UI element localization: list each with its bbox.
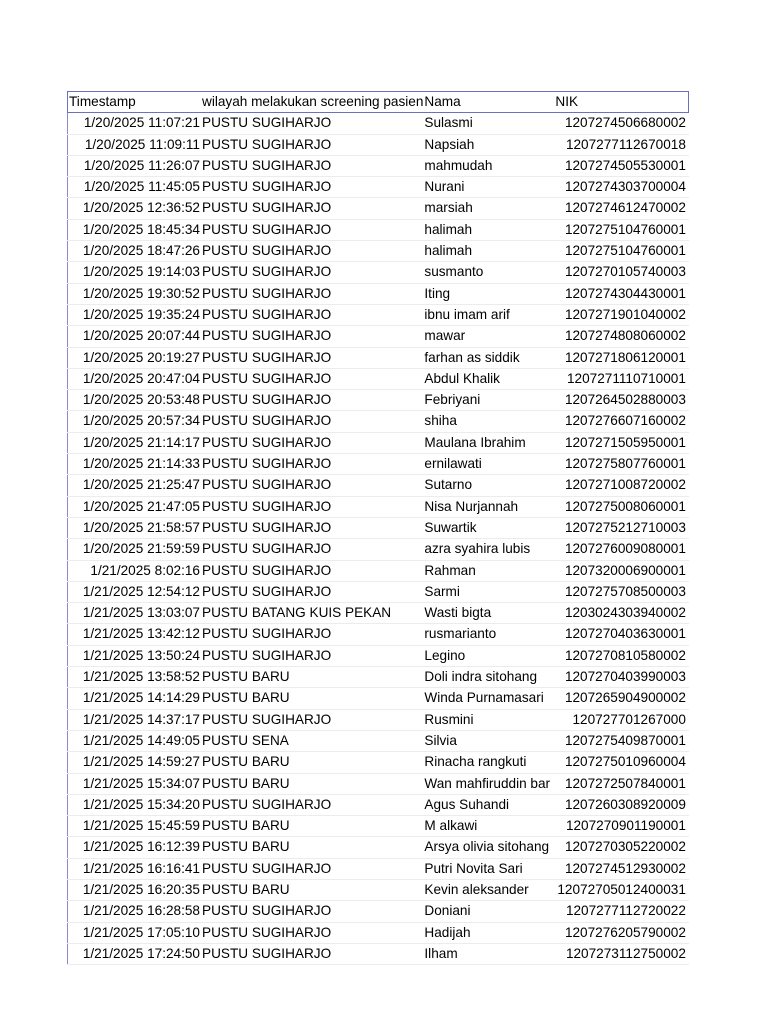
cell-timestamp[interactable]: 1/21/2025 15:45:59 [68, 816, 202, 837]
cell-nama[interactable]: Ilham [423, 943, 554, 964]
cell-timestamp[interactable]: 1/20/2025 11:09:11 [68, 134, 202, 155]
cell-nama[interactable]: Winda Purnamasari [423, 688, 554, 709]
cell-timestamp[interactable]: 1/21/2025 14:14:29 [68, 688, 202, 709]
table-row [68, 219, 689, 240]
cell-timestamp[interactable]: 1/21/2025 16:12:39 [68, 837, 202, 858]
cell-nama[interactable]: farhan as siddik [423, 347, 554, 368]
cell-nik[interactable]: 1207272507840001 [554, 773, 689, 794]
cell-nik[interactable]: 1207277112670018 [554, 134, 689, 155]
cell-nama[interactable]: ernilawati [423, 454, 554, 475]
cell-timestamp[interactable]: 1/21/2025 13:03:07 [68, 603, 202, 624]
table-row [68, 517, 689, 538]
cell-timestamp[interactable]: 1/20/2025 21:14:17 [68, 432, 202, 453]
cell-nik[interactable]: 1207270105740003 [554, 262, 689, 283]
cell-wilayah[interactable]: PUSTU SUGIHARJO [201, 496, 423, 517]
cell-timestamp[interactable]: 1/20/2025 21:25:47 [68, 475, 202, 496]
cell-nik[interactable]: 1207274808060002 [554, 326, 689, 347]
cell-nik[interactable]: 1207274512930002 [554, 858, 689, 879]
table-row [68, 432, 689, 453]
cell-wilayah[interactable]: PUSTU SUGIHARJO [201, 922, 423, 943]
table-row [68, 113, 689, 134]
cell-nik[interactable]: 1207275008060001 [554, 496, 689, 517]
cell-nik[interactable]: 1207271008720002 [554, 475, 689, 496]
cell-nik[interactable]: 1207271110710001 [554, 368, 689, 389]
cell-wilayah[interactable]: PUSTU SUGIHARJO [201, 241, 423, 262]
cell-nama[interactable]: ibnu imam arif [423, 304, 554, 325]
cell-timestamp[interactable]: 1/20/2025 21:14:33 [68, 454, 202, 475]
table-row [68, 837, 689, 858]
table-row [68, 368, 689, 389]
header-nik[interactable]: NIK [554, 92, 689, 113]
table-row [68, 901, 689, 922]
cell-nama[interactable]: Nisa Nurjannah [423, 496, 554, 517]
cell-nik[interactable]: 120727701267000 [554, 709, 689, 730]
cell-timestamp[interactable]: 1/21/2025 15:34:07 [68, 773, 202, 794]
cell-wilayah[interactable]: PUSTU SUGIHARJO [201, 454, 423, 475]
cell-wilayah[interactable]: PUSTU SUGIHARJO [201, 177, 423, 198]
cell-nama[interactable]: halimah [423, 219, 554, 240]
table-row [68, 155, 689, 176]
table-row [68, 326, 689, 347]
cell-nik[interactable]: 1207275104760001 [554, 219, 689, 240]
cell-timestamp[interactable]: 1/20/2025 21:59:59 [68, 539, 202, 560]
cell-timestamp[interactable]: 1/20/2025 18:45:34 [68, 219, 202, 240]
table-row [68, 922, 689, 943]
cell-nik[interactable]: 1207275212710003 [554, 517, 689, 538]
spreadsheet [67, 91, 689, 965]
cell-nama[interactable]: Rinacha rangkuti [423, 752, 554, 773]
header-row [68, 92, 689, 113]
cell-nik[interactable]: 1207271806120001 [554, 347, 689, 368]
cell-timestamp[interactable]: 1/20/2025 20:19:27 [68, 347, 202, 368]
cell-nik[interactable]: 1207260308920009 [554, 794, 689, 815]
cell-nama[interactable]: Rahman [423, 560, 554, 581]
cell-wilayah[interactable]: PUSTU SUGIHARJO [201, 645, 423, 666]
cell-nama[interactable]: halimah [423, 241, 554, 262]
cell-nik[interactable]: 1203024303940002 [554, 603, 689, 624]
table-row [68, 709, 689, 730]
cell-nik[interactable]: 1207264502880003 [554, 390, 689, 411]
cell-nama[interactable]: Arsya olivia sitohang [423, 837, 554, 858]
table-row [68, 752, 689, 773]
table-row [68, 475, 689, 496]
cell-nik[interactable]: 1207275409870001 [554, 730, 689, 751]
cell-nama[interactable]: Suwartik [423, 517, 554, 538]
cell-wilayah[interactable]: PUSTU SUGIHARJO [201, 517, 423, 538]
cell-timestamp[interactable]: 1/21/2025 17:05:10 [68, 922, 202, 943]
cell-nik[interactable]: 1207274505530001 [554, 155, 689, 176]
cell-timestamp[interactable]: 1/20/2025 21:47:05 [68, 496, 202, 517]
cell-wilayah[interactable]: PUSTU SUGIHARJO [201, 901, 423, 922]
table-row [68, 624, 689, 645]
table-row [68, 943, 689, 964]
table-row [68, 773, 689, 794]
table-row [68, 283, 689, 304]
cell-wilayah[interactable]: PUSTU SUGIHARJO [201, 113, 423, 134]
table-row [68, 581, 689, 602]
cell-nik[interactable]: 1207270403990003 [554, 667, 689, 688]
cell-wilayah[interactable]: PUSTU BARU [201, 752, 423, 773]
cell-nik[interactable]: 1207275708500003 [554, 581, 689, 602]
cell-wilayah[interactable]: PUSTU SUGIHARJO [201, 624, 423, 645]
cell-nama[interactable]: Sulasmi [423, 113, 554, 134]
cell-wilayah[interactable]: PUSTU SUGIHARJO [201, 475, 423, 496]
cell-wilayah[interactable]: PUSTU SUGIHARJO [201, 539, 423, 560]
cell-wilayah[interactable]: PUSTU SUGIHARJO [201, 709, 423, 730]
cell-wilayah[interactable]: PUSTU SUGIHARJO [201, 390, 423, 411]
cell-nik[interactable]: 1207276205790002 [554, 922, 689, 943]
cell-timestamp[interactable]: 1/20/2025 11:26:07 [68, 155, 202, 176]
table-row [68, 390, 689, 411]
cell-wilayah[interactable]: PUSTU SUGIHARJO [201, 304, 423, 325]
cell-wilayah[interactable]: PUSTU SUGIHARJO [201, 283, 423, 304]
cell-nik[interactable]: 12072705012400031 [554, 879, 689, 900]
cell-nama[interactable]: mawar [423, 326, 554, 347]
cell-wilayah[interactable]: PUSTU BARU [201, 773, 423, 794]
cell-timestamp[interactable]: 1/21/2025 12:54:12 [68, 581, 202, 602]
cell-timestamp[interactable]: 1/20/2025 20:57:34 [68, 411, 202, 432]
cell-nama[interactable]: Silvia [423, 730, 554, 751]
table-row [68, 603, 689, 624]
table-row [68, 688, 689, 709]
cell-timestamp[interactable]: 1/21/2025 13:50:24 [68, 645, 202, 666]
table-body [68, 92, 689, 965]
cell-wilayah[interactable]: PUSTU SUGIHARJO [201, 326, 423, 347]
table-row [68, 730, 689, 751]
cell-nik[interactable]: 1207275104760001 [554, 241, 689, 262]
cell-timestamp[interactable]: 1/20/2025 20:47:04 [68, 368, 202, 389]
cell-wilayah[interactable]: PUSTU SUGIHARJO [201, 347, 423, 368]
cell-timestamp[interactable]: 1/21/2025 8:02:16 [68, 560, 202, 581]
table-row [68, 667, 689, 688]
cell-nama[interactable]: Legino [423, 645, 554, 666]
cell-wilayah[interactable]: PUSTU BARU [201, 837, 423, 858]
cell-wilayah[interactable]: PUSTU SUGIHARJO [201, 581, 423, 602]
table-row [68, 198, 689, 219]
header-nama[interactable]: Nama [423, 92, 554, 113]
cell-timestamp[interactable]: 1/20/2025 18:47:26 [68, 241, 202, 262]
cell-nik[interactable]: 1207277112720022 [554, 901, 689, 922]
cell-nama[interactable]: rusmarianto [423, 624, 554, 645]
cell-timestamp[interactable]: 1/20/2025 19:30:52 [68, 283, 202, 304]
cell-nama[interactable]: Maulana Ibrahim [423, 432, 554, 453]
cell-timestamp[interactable]: 1/20/2025 19:14:03 [68, 262, 202, 283]
cell-timestamp[interactable]: 1/20/2025 11:45:05 [68, 177, 202, 198]
cell-timestamp[interactable]: 1/21/2025 13:58:52 [68, 667, 202, 688]
cell-nama[interactable]: Rusmini [423, 709, 554, 730]
cell-wilayah[interactable]: PUSTU SUGIHARJO [201, 198, 423, 219]
cell-nik[interactable]: 1207270403630001 [554, 624, 689, 645]
cell-timestamp[interactable]: 1/21/2025 13:42:12 [68, 624, 202, 645]
header-timestamp[interactable]: Timestamp [68, 92, 202, 113]
cell-nama[interactable]: Sutarno [423, 475, 554, 496]
cell-nik[interactable]: 1207270901190001 [554, 816, 689, 837]
cell-timestamp[interactable]: 1/21/2025 14:59:27 [68, 752, 202, 773]
cell-wilayah[interactable]: PUSTU SUGIHARJO [201, 262, 423, 283]
cell-nik[interactable]: 1207276607160002 [554, 411, 689, 432]
cell-timestamp[interactable]: 1/21/2025 17:24:50 [68, 943, 202, 964]
cell-nik[interactable]: 1207274612470002 [554, 198, 689, 219]
cell-wilayah[interactable]: PUSTU SUGIHARJO [201, 943, 423, 964]
cell-wilayah[interactable]: PUSTU SUGIHARJO [201, 368, 423, 389]
cell-nama[interactable]: mahmudah [423, 155, 554, 176]
cell-wilayah[interactable]: PUSTU SUGIHARJO [201, 219, 423, 240]
table-row [68, 794, 689, 815]
cell-nama[interactable]: Agus Suhandi [423, 794, 554, 815]
cell-timestamp[interactable]: 1/21/2025 16:20:35 [68, 879, 202, 900]
cell-wilayah[interactable]: PUSTU SUGIHARJO [201, 432, 423, 453]
cell-nama[interactable]: Napsiah [423, 134, 554, 155]
cell-timestamp[interactable]: 1/20/2025 11:07:21 [68, 113, 202, 134]
table-row [68, 347, 689, 368]
cell-nama[interactable]: Putri Novita Sari [423, 858, 554, 879]
cell-nik[interactable]: 1207271505950001 [554, 432, 689, 453]
cell-nik[interactable]: 1207274303700004 [554, 177, 689, 198]
cell-wilayah[interactable]: PUSTU SUGIHARJO [201, 155, 423, 176]
table-row [68, 496, 689, 517]
cell-nama[interactable]: Febriyani [423, 390, 554, 411]
cell-nik[interactable]: 1207276009080001 [554, 539, 689, 560]
cell-nama[interactable]: shiha [423, 411, 554, 432]
cell-nik[interactable]: 1207320006900001 [554, 560, 689, 581]
cell-nama[interactable]: Wasti bigta [423, 603, 554, 624]
cell-nik[interactable]: 1207270810580002 [554, 645, 689, 666]
cell-timestamp[interactable]: 1/20/2025 21:58:57 [68, 517, 202, 538]
cell-nama[interactable]: Sarmi [423, 581, 554, 602]
cell-wilayah[interactable]: PUSTU BARU [201, 667, 423, 688]
cell-timestamp[interactable]: 1/20/2025 20:53:48 [68, 390, 202, 411]
cell-nik[interactable]: 1207275010960004 [554, 752, 689, 773]
cell-nama[interactable]: Kevin aleksander [423, 879, 554, 900]
cell-nik[interactable]: 1207273112750002 [554, 943, 689, 964]
cell-nik[interactable]: 1207274304430001 [554, 283, 689, 304]
cell-wilayah[interactable]: PUSTU BARU [201, 879, 423, 900]
cell-wilayah[interactable]: PUSTU BATANG KUIS PEKAN [201, 603, 423, 624]
cell-timestamp[interactable]: 1/20/2025 12:36:52 [68, 198, 202, 219]
cell-timestamp[interactable]: 1/21/2025 16:28:58 [68, 901, 202, 922]
table-row [68, 241, 689, 262]
cell-timestamp[interactable]: 1/21/2025 16:16:41 [68, 858, 202, 879]
cell-nik[interactable]: 1207275807760001 [554, 454, 689, 475]
cell-nama[interactable]: Nurani [423, 177, 554, 198]
table-row [68, 645, 689, 666]
table-row [68, 539, 689, 560]
table-row [68, 879, 689, 900]
header-wilayah[interactable]: wilayah melakukan screening pasien [201, 92, 423, 113]
table-row [68, 411, 689, 432]
table-row [68, 262, 689, 283]
cell-nik[interactable]: 1207271901040002 [554, 304, 689, 325]
cell-nik[interactable]: 1207270305220002 [554, 837, 689, 858]
cell-nama[interactable]: susmanto [423, 262, 554, 283]
cell-nik[interactable]: 1207274506680002 [554, 113, 689, 134]
cell-timestamp[interactable]: 1/21/2025 14:49:05 [68, 730, 202, 751]
cell-nama[interactable]: Doli indra sitohang [423, 667, 554, 688]
data-table [67, 91, 689, 965]
table-row [68, 816, 689, 837]
cell-wilayah[interactable]: PUSTU SUGIHARJO [201, 858, 423, 879]
cell-nama[interactable]: Hadijah [423, 922, 554, 943]
cell-wilayah[interactable]: PUSTU SUGIHARJO [201, 560, 423, 581]
cell-wilayah[interactable]: PUSTU BARU [201, 688, 423, 709]
cell-timestamp[interactable]: 1/20/2025 19:35:24 [68, 304, 202, 325]
cell-timestamp[interactable]: 1/21/2025 15:34:20 [68, 794, 202, 815]
cell-nama[interactable]: azra syahira lubis [423, 539, 554, 560]
cell-wilayah[interactable]: PUSTU SENA [201, 730, 423, 751]
cell-nik[interactable]: 1207265904900002 [554, 688, 689, 709]
table-row [68, 454, 689, 475]
table-row [68, 858, 689, 879]
cell-timestamp[interactable]: 1/20/2025 20:07:44 [68, 326, 202, 347]
cell-nama[interactable]: M alkawi [423, 816, 554, 837]
cell-nama[interactable]: marsiah [423, 198, 554, 219]
table-row [68, 134, 689, 155]
cell-timestamp[interactable]: 1/21/2025 14:37:17 [68, 709, 202, 730]
cell-wilayah[interactable]: PUSTU SUGIHARJO [201, 134, 423, 155]
cell-nama[interactable]: Abdul Khalik [423, 368, 554, 389]
cell-wilayah[interactable]: PUSTU SUGIHARJO [201, 794, 423, 815]
cell-wilayah[interactable]: PUSTU BARU [201, 816, 423, 837]
cell-nama[interactable]: Iting [423, 283, 554, 304]
table-row [68, 304, 689, 325]
table-row [68, 177, 689, 198]
table-row [68, 560, 689, 581]
cell-wilayah[interactable]: PUSTU SUGIHARJO [201, 411, 423, 432]
cell-nama[interactable]: Doniani [423, 901, 554, 922]
cell-nama[interactable]: Wan mahfiruddin bar [423, 773, 554, 794]
